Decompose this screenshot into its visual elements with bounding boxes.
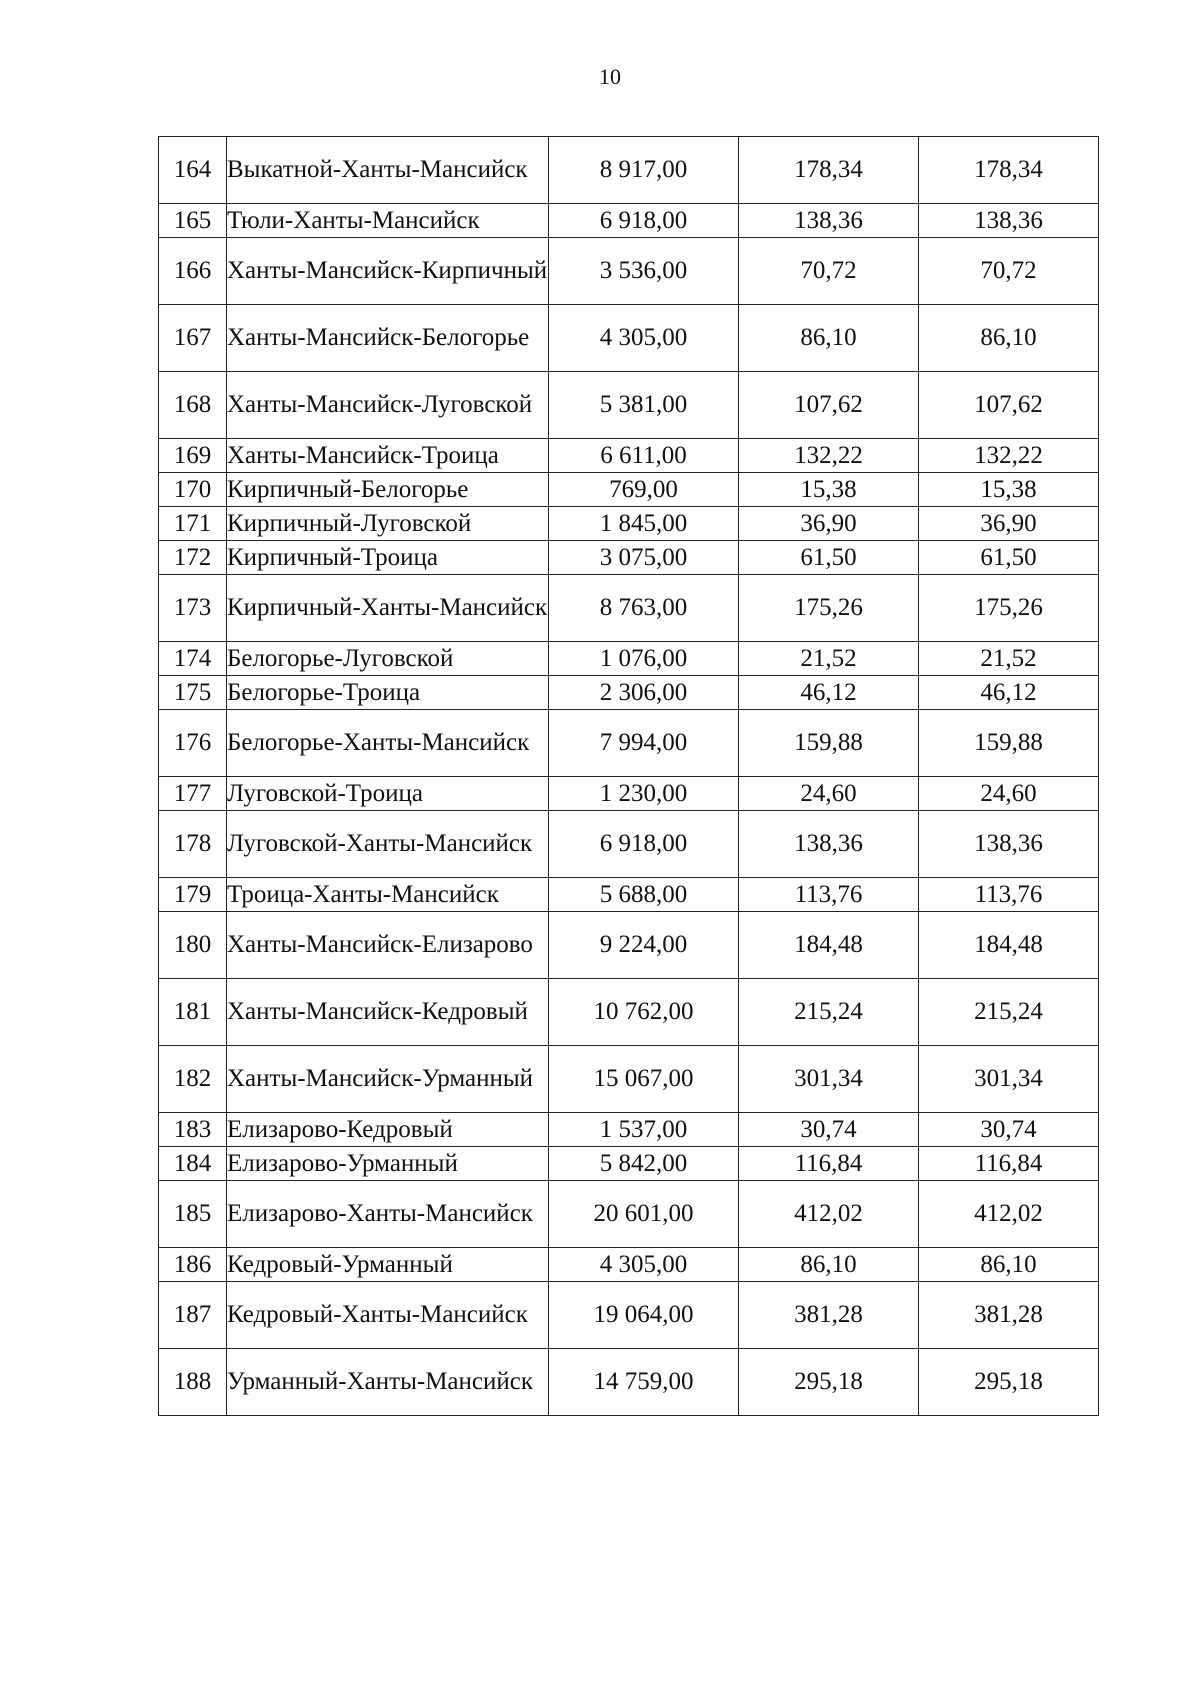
table-row	[159, 777, 1099, 811]
table-row	[159, 372, 1099, 439]
value-b: 21,52	[919, 642, 1099, 676]
table-row	[159, 541, 1099, 575]
row-number: 185	[159, 1181, 227, 1248]
route-length: 6 918,00	[549, 811, 739, 878]
row-number: 169	[159, 439, 227, 473]
value-b: 138,36	[919, 811, 1099, 878]
value-a: 178,34	[739, 137, 919, 204]
row-number: 173	[159, 575, 227, 642]
route-name: Кедровый-Ханты-Мансийск	[227, 1282, 549, 1349]
row-number: 177	[159, 777, 227, 811]
table-row	[159, 439, 1099, 473]
route-length: 20 601,00	[549, 1181, 739, 1248]
route-length: 5 381,00	[549, 372, 739, 439]
value-a: 21,52	[739, 642, 919, 676]
value-b: 113,76	[919, 878, 1099, 912]
route-name: Кедровый-Урманный	[227, 1248, 549, 1282]
route-length: 15 067,00	[549, 1046, 739, 1113]
value-a: 295,18	[739, 1349, 919, 1416]
route-name: Ханты-Мансийск-Троица	[227, 439, 549, 473]
value-a: 30,74	[739, 1113, 919, 1147]
table-row	[159, 238, 1099, 305]
value-a: 138,36	[739, 811, 919, 878]
row-number: 186	[159, 1248, 227, 1282]
route-length: 1 230,00	[549, 777, 739, 811]
value-b: 301,34	[919, 1046, 1099, 1113]
table-row	[159, 642, 1099, 676]
table-row	[159, 811, 1099, 878]
route-name: Белогорье-Ханты-Мансийск	[227, 710, 549, 777]
route-name: Елизарово-Ханты-Мансийск	[227, 1181, 549, 1248]
row-number: 183	[159, 1113, 227, 1147]
row-number: 168	[159, 372, 227, 439]
table-row	[159, 979, 1099, 1046]
route-name: Ханты-Мансийск-Елизарово	[227, 912, 549, 979]
row-number: 164	[159, 137, 227, 204]
value-a: 412,02	[739, 1181, 919, 1248]
table-row	[159, 473, 1099, 507]
row-number: 187	[159, 1282, 227, 1349]
route-length: 2 306,00	[549, 676, 739, 710]
value-b: 24,60	[919, 777, 1099, 811]
value-b: 61,50	[919, 541, 1099, 575]
route-name: Кирпичный-Троица	[227, 541, 549, 575]
row-number: 170	[159, 473, 227, 507]
row-number: 184	[159, 1147, 227, 1181]
value-b: 178,34	[919, 137, 1099, 204]
route-name: Луговской-Троица	[227, 777, 549, 811]
route-length: 6 611,00	[549, 439, 739, 473]
route-length: 6 918,00	[549, 204, 739, 238]
table-row	[159, 575, 1099, 642]
route-length: 5 842,00	[549, 1147, 739, 1181]
table-row	[159, 1282, 1099, 1349]
route-name: Ханты-Мансийск-Белогорье	[227, 305, 549, 372]
value-a: 70,72	[739, 238, 919, 305]
value-a: 61,50	[739, 541, 919, 575]
value-b: 175,26	[919, 575, 1099, 642]
value-a: 86,10	[739, 305, 919, 372]
route-length: 10 762,00	[549, 979, 739, 1046]
value-a: 381,28	[739, 1282, 919, 1349]
row-number: 174	[159, 642, 227, 676]
row-number: 178	[159, 811, 227, 878]
value-b: 46,12	[919, 676, 1099, 710]
value-b: 70,72	[919, 238, 1099, 305]
table-row	[159, 1113, 1099, 1147]
value-b: 159,88	[919, 710, 1099, 777]
route-length: 769,00	[549, 473, 739, 507]
value-a: 15,38	[739, 473, 919, 507]
value-a: 159,88	[739, 710, 919, 777]
route-name: Белогорье-Луговской	[227, 642, 549, 676]
route-length: 7 994,00	[549, 710, 739, 777]
route-name: Выкатной-Ханты-Мансийск	[227, 137, 549, 204]
value-a: 113,76	[739, 878, 919, 912]
value-a: 301,34	[739, 1046, 919, 1113]
table-row	[159, 305, 1099, 372]
value-a: 175,26	[739, 575, 919, 642]
row-number: 172	[159, 541, 227, 575]
table-row	[159, 1349, 1099, 1416]
row-number: 166	[159, 238, 227, 305]
route-name: Ханты-Мансийск-Кирпичный	[227, 238, 549, 305]
route-name: Кирпичный-Ханты-Мансийск	[227, 575, 549, 642]
route-length: 3 536,00	[549, 238, 739, 305]
route-name: Тюли-Ханты-Мансийск	[227, 204, 549, 238]
route-name: Троица-Ханты-Мансийск	[227, 878, 549, 912]
row-number: 182	[159, 1046, 227, 1113]
table-row	[159, 710, 1099, 777]
value-b: 295,18	[919, 1349, 1099, 1416]
row-number: 188	[159, 1349, 227, 1416]
value-a: 46,12	[739, 676, 919, 710]
route-name: Кирпичный-Белогорье	[227, 473, 549, 507]
row-number: 176	[159, 710, 227, 777]
row-number: 171	[159, 507, 227, 541]
route-length: 8 763,00	[549, 575, 739, 642]
route-name: Елизарово-Урманный	[227, 1147, 549, 1181]
value-b: 86,10	[919, 1248, 1099, 1282]
route-length: 9 224,00	[549, 912, 739, 979]
route-length: 19 064,00	[549, 1282, 739, 1349]
value-a: 86,10	[739, 1248, 919, 1282]
row-number: 167	[159, 305, 227, 372]
table-row	[159, 1181, 1099, 1248]
route-length: 4 305,00	[549, 1248, 739, 1282]
route-length: 14 759,00	[549, 1349, 739, 1416]
page-number: 10	[599, 64, 621, 89]
value-b: 36,90	[919, 507, 1099, 541]
table-row	[159, 912, 1099, 979]
value-a: 138,36	[739, 204, 919, 238]
row-number: 180	[159, 912, 227, 979]
table-row	[159, 1046, 1099, 1113]
value-a: 116,84	[739, 1147, 919, 1181]
table-row	[159, 878, 1099, 912]
value-b: 86,10	[919, 305, 1099, 372]
route-length: 5 688,00	[549, 878, 739, 912]
route-name: Ханты-Мансийск-Кедровый	[227, 979, 549, 1046]
value-a: 132,22	[739, 439, 919, 473]
route-name: Кирпичный-Луговской	[227, 507, 549, 541]
row-number: 175	[159, 676, 227, 710]
route-length: 8 917,00	[549, 137, 739, 204]
value-a: 24,60	[739, 777, 919, 811]
table-row	[159, 1147, 1099, 1181]
route-name: Луговской-Ханты-Мансийск	[227, 811, 549, 878]
value-a: 184,48	[739, 912, 919, 979]
value-a: 107,62	[739, 372, 919, 439]
value-b: 138,36	[919, 204, 1099, 238]
table-row	[159, 507, 1099, 541]
table-row	[159, 676, 1099, 710]
table-row	[159, 137, 1099, 204]
table-row	[159, 204, 1099, 238]
value-b: 184,48	[919, 912, 1099, 979]
value-b: 107,62	[919, 372, 1099, 439]
route-name: Елизарово-Кедровый	[227, 1113, 549, 1147]
value-b: 132,22	[919, 439, 1099, 473]
row-number: 181	[159, 979, 227, 1046]
route-length: 3 075,00	[549, 541, 739, 575]
value-b: 15,38	[919, 473, 1099, 507]
value-b: 381,28	[919, 1282, 1099, 1349]
route-name: Ханты-Мансийск-Луговской	[227, 372, 549, 439]
value-b: 412,02	[919, 1181, 1099, 1248]
value-a: 36,90	[739, 507, 919, 541]
routes-table	[158, 136, 1099, 1416]
value-b: 30,74	[919, 1113, 1099, 1147]
route-name: Белогорье-Троица	[227, 676, 549, 710]
row-number: 165	[159, 204, 227, 238]
value-b: 215,24	[919, 979, 1099, 1046]
route-length: 4 305,00	[549, 305, 739, 372]
route-length: 1 845,00	[549, 507, 739, 541]
table-row	[159, 1248, 1099, 1282]
route-name: Ханты-Мансийск-Урманный	[227, 1046, 549, 1113]
route-length: 1 076,00	[549, 642, 739, 676]
value-b: 116,84	[919, 1147, 1099, 1181]
route-name: Урманный-Ханты-Мансийск	[227, 1349, 549, 1416]
row-number: 179	[159, 878, 227, 912]
route-length: 1 537,00	[549, 1113, 739, 1147]
value-a: 215,24	[739, 979, 919, 1046]
